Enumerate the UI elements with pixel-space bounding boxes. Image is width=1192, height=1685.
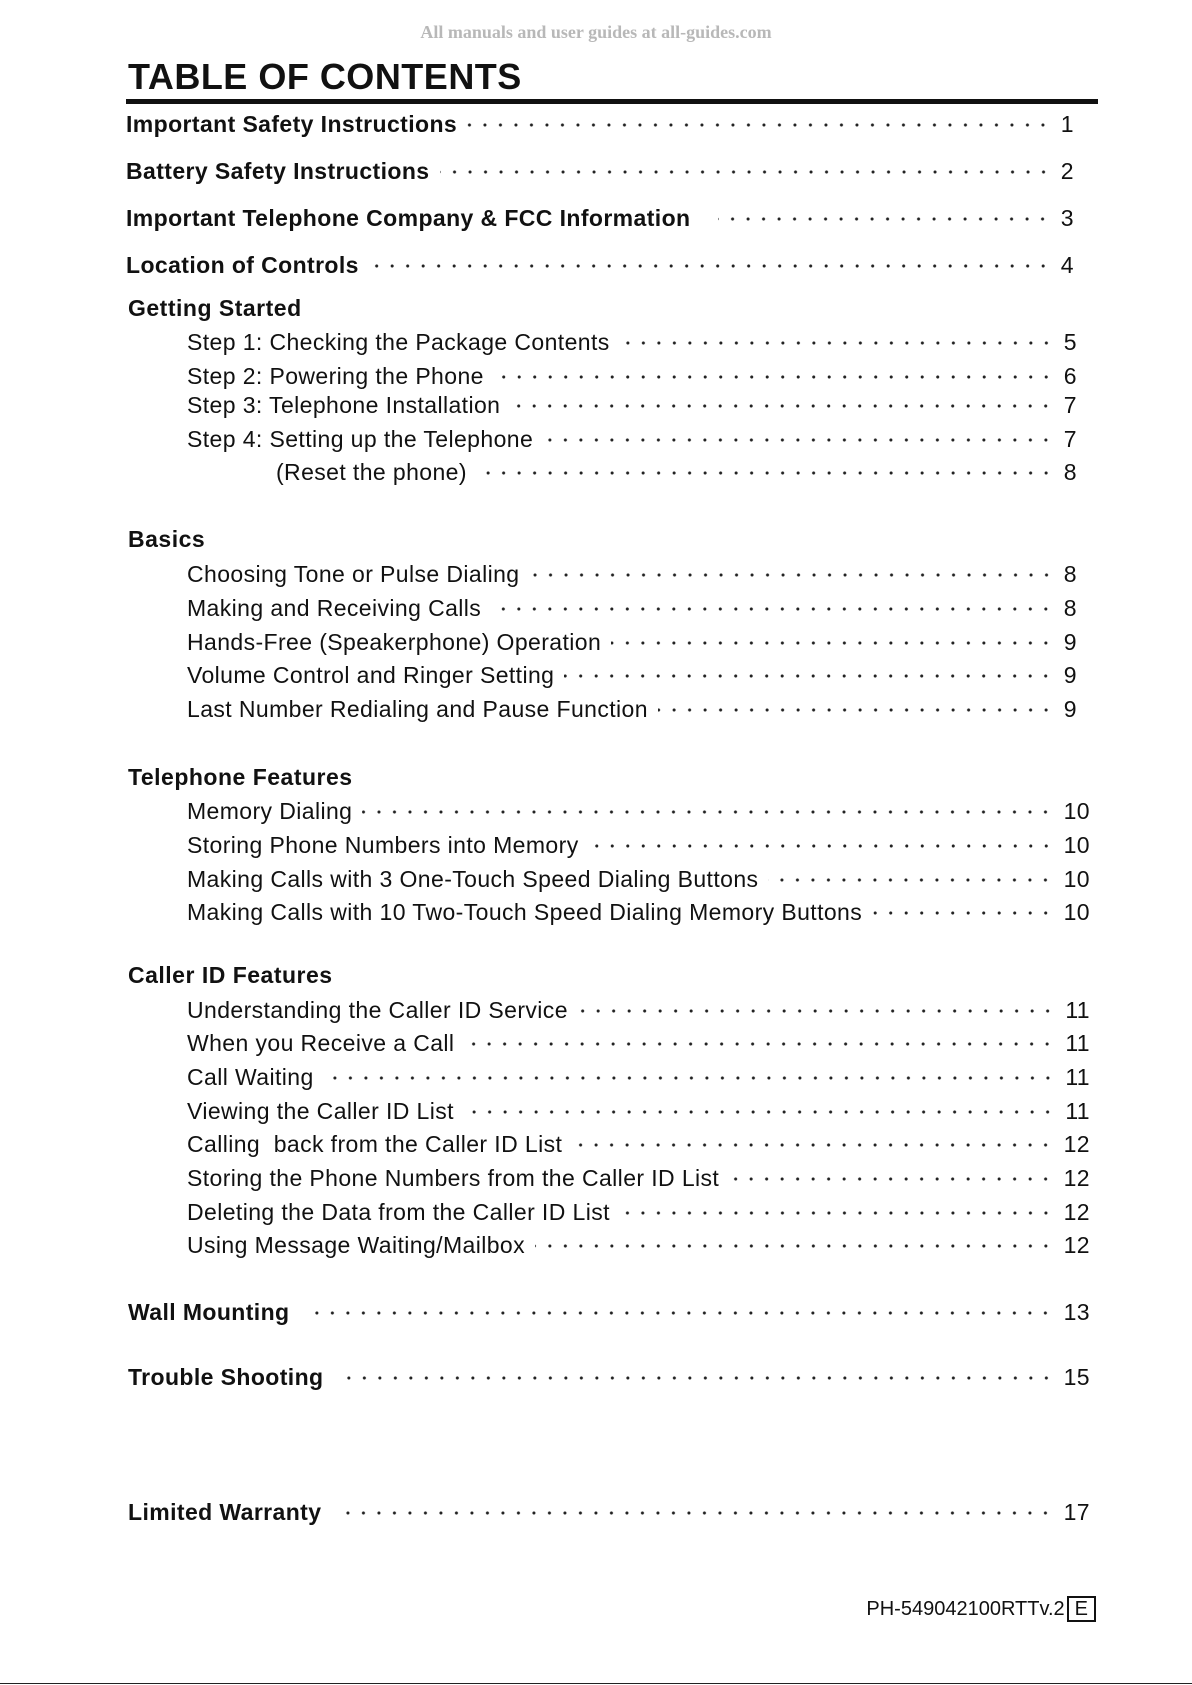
toc-page-number: 10 [1063,866,1090,892]
toc-page-number: 4 [1060,252,1074,278]
toc-entry-wall-mounting[interactable] [128,1298,1090,1326]
dot-leader [572,1134,1053,1154]
toc-entry[interactable] [187,661,1077,689]
dot-leader [589,835,1054,855]
toc-entry[interactable] [187,695,1077,723]
dot-leader [477,462,1054,482]
watermark: All manuals and user guides at all-guides.com [420,22,772,42]
toc-entry-label: Hands-Free (Speakerphone) Operation [187,629,602,655]
toc-entry[interactable] [187,797,1090,825]
toc-entry-battery-safety[interactable] [126,157,1074,185]
toc-entry[interactable] [187,560,1077,588]
dot-leader [718,208,1050,228]
dot-leader [343,1502,1053,1522]
dot-leader [362,801,1053,821]
toc-page-number: 12 [1063,1199,1090,1225]
toc-page-number: 8 [1063,561,1077,587]
toc-entry[interactable] [187,362,1077,390]
dot-leader [768,869,1053,889]
toc-entry-label: Wall Mounting [128,1299,290,1325]
toc-page-number: 9 [1063,629,1077,655]
page-bottom-rule [0,1683,1192,1684]
toc-entry[interactable] [187,1130,1090,1158]
toc-page-number: 10 [1063,798,1090,824]
section-heading-basics: Basics [128,526,206,552]
toc-entry[interactable] [187,831,1090,859]
dot-leader [369,255,1051,275]
toc-entry[interactable] [187,391,1077,419]
toc-entry-label: Last Number Redialing and Pause Function [187,696,648,722]
toc-page-number: 13 [1063,1299,1090,1325]
toc-entry[interactable] [187,865,1090,893]
toc-page-number: 1 [1060,111,1074,137]
dot-leader [611,632,1054,652]
toc-entry-label: When you Receive a Call [187,1030,455,1056]
dot-leader [729,1168,1053,1188]
toc-entry[interactable] [187,328,1077,356]
toc-entry-label: Making Calls with 3 One-Touch Speed Dialing Buttons [187,866,759,892]
dot-leader [578,1000,1055,1020]
toc-entry-label: Battery Safety Instructions [126,158,430,184]
toc-entry[interactable] [187,628,1077,656]
dot-leader [510,395,1053,415]
toc-entry-label: (Reset the phone) [276,459,467,485]
dot-leader [535,1235,1054,1255]
toc-entry-label: Call Waiting [187,1064,314,1090]
dot-leader [440,161,1051,181]
toc-page-number: 10 [1063,899,1090,925]
toc-entry[interactable] [187,1063,1090,1091]
section-heading-telephone-features: Telephone Features [128,764,353,790]
dot-leader [491,598,1054,618]
toc-entry-label: Location of Controls [126,252,359,278]
toc-entry[interactable] [187,425,1077,453]
toc-entry-safety-instructions[interactable] [126,110,1074,138]
toc-page-number: 7 [1063,392,1077,418]
toc-page-number: 12 [1063,1165,1090,1191]
toc-page-number: 2 [1060,158,1074,184]
toc-entry[interactable] [187,996,1090,1024]
dot-leader [494,366,1054,386]
toc-entry-label: Storing the Phone Numbers from the Caller ID List [187,1165,720,1191]
document-code [866,1596,1096,1622]
toc-entry[interactable] [187,1029,1090,1057]
toc-entry-label: Important Telephone Company & FCC Information [126,205,691,231]
toc-page-number: 8 [1063,459,1077,485]
toc-entry-label: Step 3: Telephone Installation [187,392,501,418]
toc-entry-label: Choosing Tone or Pulse Dialing [187,561,520,587]
toc-page-number: 3 [1060,205,1074,231]
toc-entry-trouble-shooting[interactable] [128,1363,1090,1391]
dot-leader [311,1302,1053,1322]
toc-page-number: 11 [1065,997,1090,1023]
toc-entry-label: Making and Receiving Calls [187,595,482,621]
toc-entry-label: Limited Warranty [128,1499,322,1525]
document-code-text: PH-549042100RTTv.2 [866,1597,1065,1620]
toc-page-number: 11 [1065,1064,1090,1090]
toc-entry-label: Trouble Shooting [128,1364,324,1390]
toc-entry-label: Calling back from the Caller ID List [187,1131,563,1157]
toc-page-number: 10 [1063,832,1090,858]
toc-entry-label: Step 1: Checking the Package Contents [187,329,610,355]
dot-leader [324,1067,1056,1087]
toc-page-number: 8 [1063,595,1077,621]
dot-leader [658,699,1054,719]
section-heading-caller-id-features: Caller ID Features [128,962,333,988]
toc-entry-label: Step 2: Powering the Phone [187,363,484,389]
toc-page-number: 9 [1063,662,1077,688]
page-title: TABLE OF CONTENTS [128,56,522,97]
dot-leader [346,1367,1054,1387]
toc-page-number: 17 [1063,1499,1090,1525]
toc-page-number: 11 [1065,1030,1090,1056]
toc-entry-label: Deleting the Data from the Caller ID List [187,1199,610,1225]
dot-leader [530,564,1054,584]
toc-entry-label: Step 4: Setting up the Telephone [187,426,534,452]
section-heading-getting-started: Getting Started [128,295,302,321]
toc-entry[interactable] [187,1198,1090,1226]
toc-entry[interactable] [187,898,1090,926]
dot-leader [620,1202,1054,1222]
toc-page-number: 12 [1063,1232,1090,1258]
toc-entry-label: Making Calls with 10 Two-Touch Speed Dialing Memory Buttons [187,899,863,925]
toc-entry-fcc-information[interactable] [126,204,1074,232]
toc-entry-label: Using Message Waiting/Mailbox [187,1232,525,1258]
dot-leader [464,1101,1055,1121]
dot-leader [620,332,1054,352]
dot-leader [872,902,1053,922]
dot-leader [564,665,1053,685]
toc-entry-location-of-controls[interactable] [126,251,1074,279]
language-box: E [1067,1596,1096,1622]
toc-page-number: 5 [1063,329,1077,355]
toc-page-number: 15 [1063,1364,1090,1390]
toc-entry-label: Storing Phone Numbers into Memory [187,832,579,858]
toc-entry-label: Volume Control and Ringer Setting [187,662,555,688]
toc-entry-limited-warranty[interactable] [128,1498,1090,1526]
toc-page-number: 11 [1065,1098,1090,1124]
toc-entry[interactable] [187,1164,1090,1192]
toc-page-number: 6 [1063,363,1077,389]
toc-entry-label: Viewing the Caller ID List [187,1098,454,1124]
toc-entry-label: Important Safety Instructions [126,111,458,137]
toc-entry[interactable] [187,1231,1090,1259]
dot-leader [464,1033,1055,1053]
toc-entry[interactable] [187,594,1077,622]
dot-leader [467,114,1051,134]
toc-entry[interactable] [187,1097,1090,1125]
toc-page-number: 7 [1063,426,1077,452]
toc-entry[interactable] [276,458,1077,486]
toc-entry-label: Memory Dialing [187,798,353,824]
title-rule [126,99,1098,104]
toc-page-number: 12 [1063,1131,1090,1157]
dot-leader [543,429,1054,449]
toc-entry-label: Understanding the Caller ID Service [187,997,568,1023]
toc-page-number: 9 [1063,696,1077,722]
